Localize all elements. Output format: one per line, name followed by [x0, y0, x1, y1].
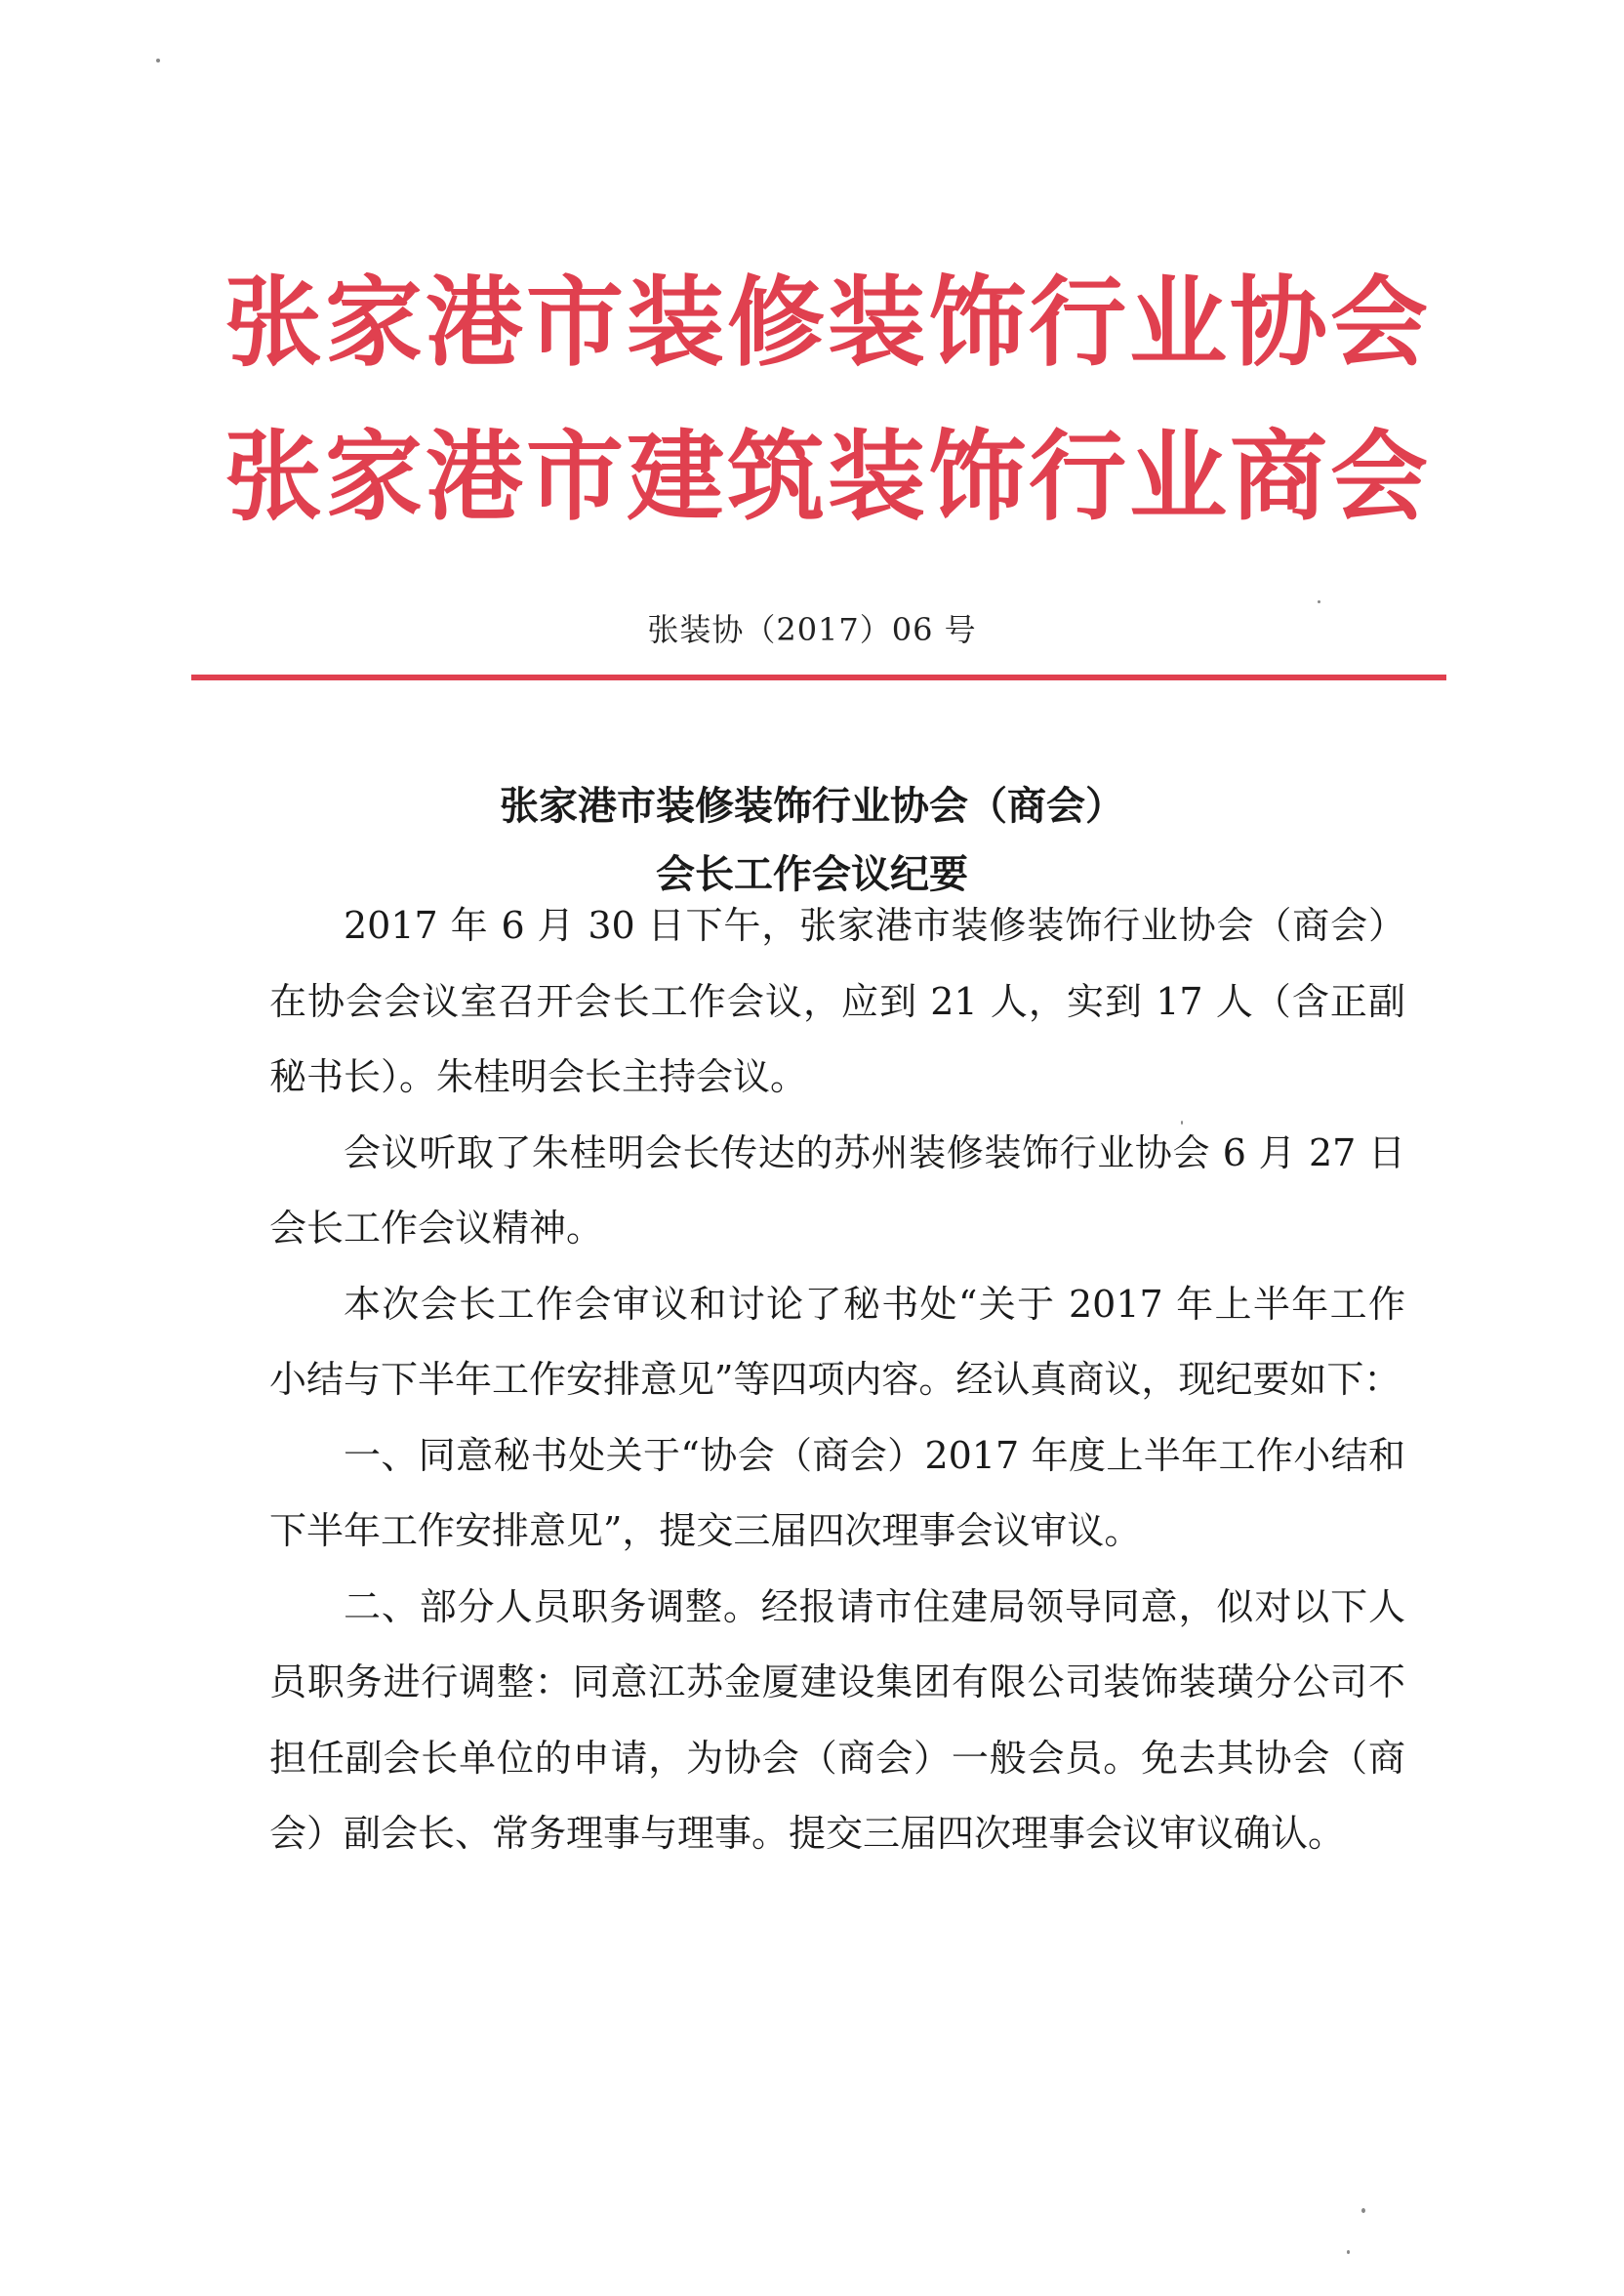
document-body — [269, 888, 1405, 1872]
document-title-line-1: 张家港市装修装饰行业协会（商会） — [500, 783, 1124, 830]
scan-speck — [1318, 600, 1320, 603]
scan-speck — [1347, 2250, 1350, 2254]
letterhead-line-1: 张家港市装修装饰行业协会 — [224, 265, 1431, 380]
body-paragraph-4: 一、同意秘书处关于“协会（商会）2017 年度上半年工作小结和下半年工作安排意见”，提交三届四次理事会议审议。 — [269, 1433, 1405, 1552]
document-title-line-2: 会长工作会议纪要 — [656, 851, 968, 898]
body-paragraph-1: 2017 年 6 月 30 日下午，张家港市装修装饰行业协会（商会）在协会会议室召开会长工作会议，应到 21 人，实到 17 人（含正副秘书长）。朱桂明会长主持会议。 — [269, 904, 1405, 1098]
red-divider-line — [191, 675, 1446, 680]
scan-speck — [1181, 1121, 1183, 1125]
scan-speck — [156, 59, 160, 62]
scan-speck — [1361, 2208, 1365, 2213]
document-number: 张装协（2017）06 号 — [647, 611, 977, 648]
body-paragraph-5: 二、部分人员职务调整。经报请市住建局领导同意，似对以下人员职务进行调整：同意江苏金厦建设集团有限公司装饰装璜分公司不担任副会长单位的申请，为协会（商会）一般会员。免去其协会（商会）副会长、常务理事与理事。提交三届四次理事会议审议确认。 — [269, 1584, 1405, 1855]
letterhead-line-2: 张家港市建筑装饰行业商会 — [224, 419, 1431, 534]
body-paragraph-3: 本次会长工作会审议和讨论了秘书处“关于 2017 年上半年工作小结与下半年工作安排意见”等四项内容。经认真商议，现纪要如下： — [269, 1282, 1405, 1401]
body-paragraph-2: 会议听取了朱桂明会长传达的苏州装修装饰行业协会 6 月 27 日会长工作会议精神。 — [269, 1130, 1405, 1250]
